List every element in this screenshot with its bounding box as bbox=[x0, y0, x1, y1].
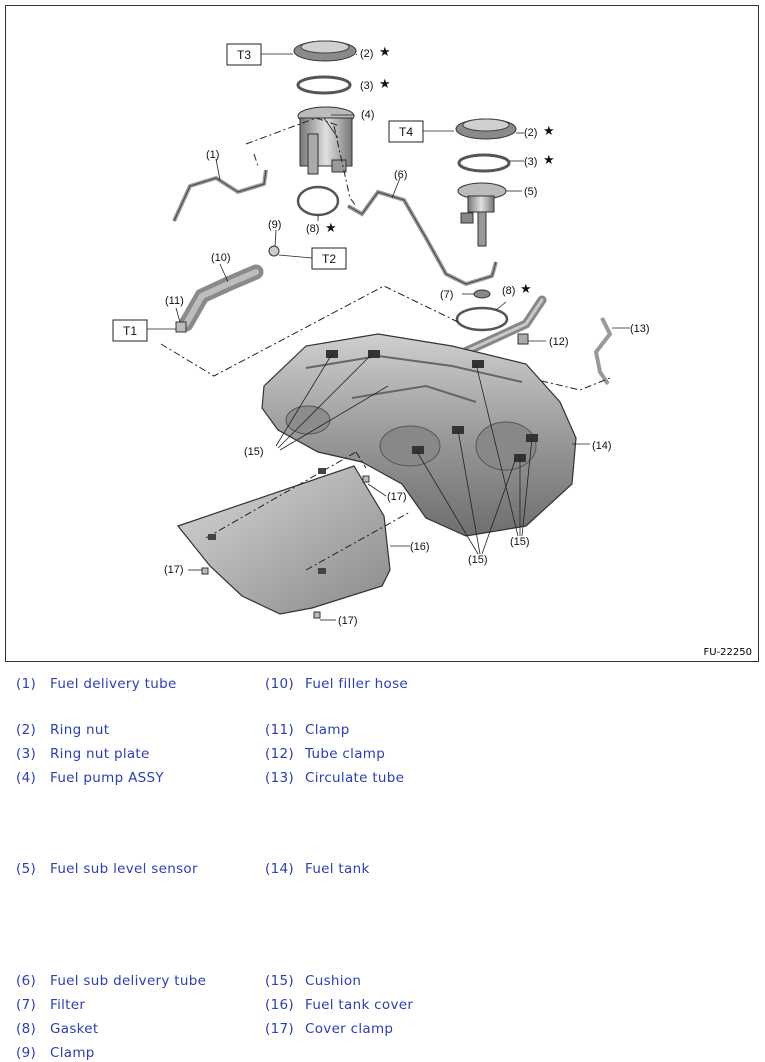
star-2b: ★ bbox=[543, 123, 555, 138]
clamp-9 bbox=[269, 246, 279, 256]
ring-nut-plate-top bbox=[298, 77, 350, 93]
svg-text:T1: T1 bbox=[123, 324, 138, 338]
terminal-box-t3 bbox=[227, 44, 261, 65]
legend-item: (8) Gasket bbox=[16, 1021, 99, 1037]
legend-item: (3) Ring nut plate bbox=[16, 746, 150, 762]
legend-item: (2) Ring nut bbox=[16, 722, 110, 738]
legend-item: (4) Fuel pump ASSY bbox=[16, 770, 164, 786]
callout-14: (14) bbox=[592, 440, 612, 452]
clamp-11 bbox=[176, 322, 186, 332]
figure-id: FU-22250 bbox=[703, 647, 752, 658]
callout-17c: (17) bbox=[387, 491, 407, 503]
cover-clamp-b bbox=[314, 612, 320, 618]
callout-16: (16) bbox=[410, 541, 430, 553]
legend-item: (7) Filter bbox=[16, 997, 86, 1013]
callout-15c: (15) bbox=[510, 536, 530, 548]
terminal-box-t1 bbox=[113, 320, 147, 341]
callout-8a: (8) bbox=[306, 223, 320, 235]
callout-12: (12) bbox=[549, 336, 569, 348]
legend-item: (9) Clamp bbox=[16, 1045, 95, 1061]
legend-item: (14) Fuel tank bbox=[265, 861, 370, 877]
terminal-box-t4 bbox=[389, 121, 423, 142]
callout-13: (13) bbox=[630, 323, 650, 335]
fuel-delivery-tube bbox=[174, 170, 266, 221]
circulate-tube bbox=[596, 318, 610, 384]
legend-item: (12) Tube clamp bbox=[265, 746, 386, 762]
svg-text:T3: T3 bbox=[237, 48, 252, 62]
legend-item: (11) Clamp bbox=[265, 722, 350, 738]
callout-9: (9) bbox=[268, 219, 282, 231]
ring-nut-plate-right bbox=[459, 155, 509, 171]
legend-item: (17) Cover clamp bbox=[265, 1021, 394, 1037]
callout-1: (1) bbox=[206, 149, 220, 161]
callout-7: (7) bbox=[440, 289, 454, 301]
callout-2b: (2) bbox=[524, 127, 538, 139]
tube-clamp bbox=[518, 334, 528, 344]
callout-15b: (15) bbox=[468, 554, 488, 566]
fuel-sub-level-sensor bbox=[458, 183, 506, 246]
callout-6: (6) bbox=[394, 169, 408, 181]
legend-item: (6) Fuel sub delivery tube bbox=[16, 973, 207, 989]
cover-clamp-a bbox=[202, 568, 208, 574]
cover-clamp-c bbox=[363, 476, 369, 482]
star-3a: ★ bbox=[379, 76, 391, 91]
callout-3a: (3) bbox=[360, 80, 374, 92]
star-2a: ★ bbox=[379, 44, 391, 59]
callout-5: (5) bbox=[524, 186, 538, 198]
fuel-filler-hose bbox=[186, 272, 256, 324]
exploded-diagram bbox=[5, 5, 759, 662]
star-8a: ★ bbox=[325, 220, 337, 235]
terminal-box-t2 bbox=[312, 248, 346, 269]
svg-text:T4: T4 bbox=[399, 125, 414, 139]
callout-8b: (8) bbox=[502, 285, 516, 297]
filter bbox=[474, 290, 490, 298]
diagram-svg bbox=[6, 6, 760, 663]
callout-17b: (17) bbox=[338, 615, 358, 627]
callout-10: (10) bbox=[211, 252, 231, 264]
legend-item: (1) Fuel delivery tube bbox=[16, 676, 177, 692]
callout-2a: (2) bbox=[360, 48, 374, 60]
callout-15a: (15) bbox=[244, 446, 264, 458]
legend-item: (15) Cushion bbox=[265, 973, 362, 989]
star-3b: ★ bbox=[543, 152, 555, 167]
callout-11: (11) bbox=[165, 295, 184, 307]
fuel-pump-assy bbox=[298, 107, 354, 174]
fuel-tank-cover bbox=[178, 452, 410, 614]
gasket-left bbox=[298, 187, 338, 215]
callout-3b: (3) bbox=[524, 156, 538, 168]
svg-text:T2: T2 bbox=[322, 252, 337, 266]
legend-item: (10) Fuel filler hose bbox=[265, 676, 409, 692]
callout-17a: (17) bbox=[164, 564, 184, 576]
gasket-right bbox=[457, 308, 507, 330]
star-8b: ★ bbox=[520, 281, 532, 296]
legend-item: (5) Fuel sub level sensor bbox=[16, 861, 198, 877]
legend-item: (13) Circulate tube bbox=[265, 770, 405, 786]
callout-4: (4) bbox=[361, 109, 375, 121]
legend-item: (16) Fuel tank cover bbox=[265, 997, 414, 1013]
